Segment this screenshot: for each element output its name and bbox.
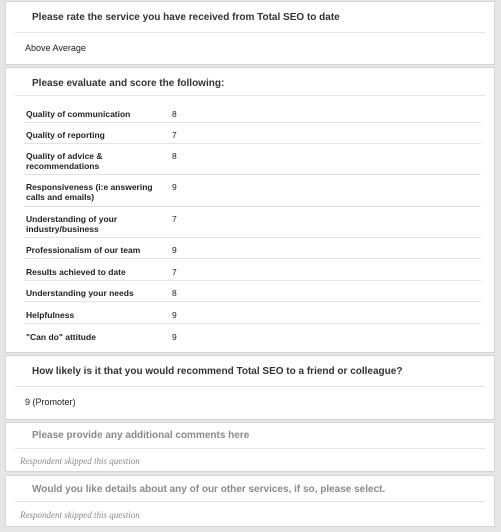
row-label: Results achieved to date [26, 267, 126, 277]
row-label: Professionalism of our team [26, 245, 141, 255]
question-card-recommend [5, 355, 495, 420]
row-score: 7 [172, 130, 177, 140]
row-label: Quality of advice & recommendations [26, 151, 103, 171]
table-row [24, 302, 481, 324]
question-header [15, 356, 485, 387]
row-score: 9 [172, 332, 177, 342]
row-label: Responsiveness (i:e answering calls and emails) [26, 182, 153, 202]
answer-text: 9 (Promoter) [25, 397, 76, 407]
row-score: 8 [172, 151, 177, 161]
table-row [24, 281, 481, 302]
answer-text: Above Average [25, 43, 86, 53]
table-row [24, 123, 481, 144]
table-row [24, 144, 481, 175]
row-label: Helpfulness [26, 310, 75, 320]
row-label: "Can do" attitude [26, 332, 96, 342]
question-title: Would you like details about any of our other services, if so, please select. [32, 484, 386, 495]
row-score: 9 [172, 182, 177, 192]
table-row [24, 259, 481, 281]
question-header [15, 2, 485, 33]
table-row [24, 101, 481, 123]
question-title: Please rate the service you have received from Total SEO to date [32, 12, 340, 23]
table-row [24, 207, 481, 238]
row-label: Understanding of your industry/business [26, 214, 118, 234]
question-title: How likely is it that you would recommend Total SEO to a friend or colleague? [32, 366, 403, 377]
row-score: 9 [172, 245, 177, 255]
row-score: 8 [172, 109, 177, 119]
row-label: Quality of reporting [26, 130, 105, 140]
question-card-evaluation [5, 67, 495, 353]
skipped-note: Respondent skipped this question [20, 456, 140, 466]
question-header [15, 68, 485, 96]
question-card-comments [5, 422, 495, 472]
table-row [24, 238, 481, 259]
question-title: Please provide any additional comments here [32, 430, 250, 441]
question-header [15, 476, 485, 502]
row-score: 7 [172, 267, 177, 277]
row-label: Quality of communication [26, 109, 131, 119]
question-header [15, 423, 485, 449]
row-score: 8 [172, 288, 177, 298]
question-title: Please evaluate and score the following: [32, 78, 225, 89]
table-row [24, 324, 481, 346]
row-label: Understanding your needs [26, 288, 134, 298]
skipped-note: Respondent skipped this question [20, 510, 140, 520]
row-score: 9 [172, 310, 177, 320]
table-row [24, 175, 481, 207]
question-card-rating [5, 1, 495, 65]
row-score: 7 [172, 214, 177, 224]
question-card-other-services [5, 475, 495, 527]
